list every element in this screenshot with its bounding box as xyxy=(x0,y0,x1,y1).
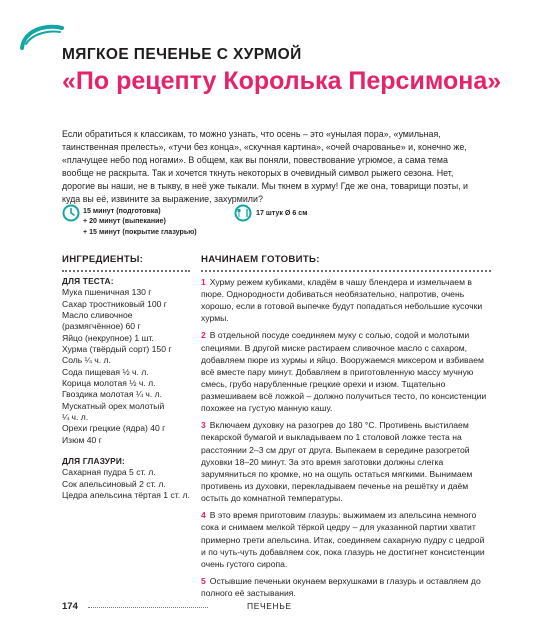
step-text: Включаем духовку на разогрев до 180 °С. Противень выстилаем пекарской бумагой и выкладываем по 1 столовой ложке теста на расстоянии 2–3 см друг от друга. Выпекаем в середине разогретой духовки 18–20 минут. За это время заготовки должны слегка зарумяниться по кромке, но на ощупь остаться мягкими. Вынимаем противень из духовки, перекладываем печенье на решётку и даём остыть до комнатной температуры. xyxy=(201,420,473,504)
ingredient-item: Масло сливочное xyxy=(62,310,133,321)
ingredient-item: (размягчённое) 60 г xyxy=(62,321,141,332)
dough-ingredients xyxy=(62,276,194,446)
footer-divider xyxy=(88,607,208,608)
method-heading: НАЧИНАЕМ ГОТОВИТЬ: xyxy=(201,254,320,265)
step-text: Остывшие печеньки окунаем верхушками в глазурь и оставляем до полного её застывания. xyxy=(201,575,481,598)
ingredient-item: Хурма (твёрдый сорт) 150 г xyxy=(62,344,172,355)
step-text: В это время приготовим глазурь: выжимаем из апельсина немного сока и снимаем мелкой тёркой цедру – для указанной партии хватит примерно трети апельсина. Итак, соединяем сахарную пудру с цедрой и по чуть-чуть добавляем сок, пока глазурь не достигнет консистенции очень густого сиропа. xyxy=(201,510,485,569)
ingredient-item: Яйцо (некрупное) 1 шт. xyxy=(62,332,154,343)
step-number: 2 xyxy=(201,330,206,341)
ingredient-item: Сахар тростниковый 100 г xyxy=(62,298,167,309)
ingredient-item: Изюм 40 г xyxy=(62,434,102,445)
method-steps xyxy=(201,276,491,604)
time-glaze: + 15 минут (покрытие глазурью) xyxy=(83,227,197,236)
ingredient-item: Мускатный орех молотый xyxy=(62,400,165,411)
ingredient-item: Сок апельсиновый 2 ст. л. xyxy=(62,478,166,489)
ingredient-item: Орехи грецкие (ядра) 40 г xyxy=(62,423,166,434)
clock-icon xyxy=(62,204,80,222)
step-number: 1 xyxy=(201,277,206,287)
method-step xyxy=(201,419,491,504)
method-step xyxy=(201,329,491,414)
step-text: В отдельной посуде соединяем муку с солью, содой и молотыми специями. В другой миске растираем сливочное масло с сахаром, добавляем пюре из хурмы и яйцо. Вооружаемся миксером и взбиваем всё вместе пару минут. Добавляем в приготовленную массу мучную смесь, грубо нарубленные грецкие орехи и изюм. Тщательно размешиваем всё ложкой – должно получиться тесто, по консистенции похожее на густую манную кашу. xyxy=(201,330,487,414)
time-list xyxy=(83,206,243,237)
dough-heading: ДЛЯ ТЕСТА: xyxy=(62,276,114,286)
ingredients-divider xyxy=(62,270,190,272)
step-text: Хурму режем кубиками, кладём в чашу блендера и измельчаем в пюре. Однородности добиваться необязательно, напротив, очень хорошо, если в готовой выпечке будут попадаться небольшие кусочки хурмы. xyxy=(201,277,483,324)
glaze-heading: ДЛЯ ГЛАЗУРИ: xyxy=(62,456,126,466)
plate-cutlery-icon xyxy=(234,204,252,222)
glaze-ingredients xyxy=(62,456,194,501)
ingredient-item: Гвоздика молотая ¼ ч. л. xyxy=(62,389,163,400)
recipe-kicker: МЯГКОЕ ПЕЧЕНЬЕ С ХУРМОЙ xyxy=(62,46,302,63)
ingredient-item: Соль ¼ ч. л. xyxy=(62,355,111,366)
recipe-title: «По рецепту Королька Персимона» xyxy=(62,67,502,95)
ingredients-heading: ИНГРЕДИЕНТЫ: xyxy=(62,254,144,265)
time-prep: 15 минут (подготовка) xyxy=(83,207,161,215)
method-step xyxy=(201,276,491,325)
intro-paragraph: Если обратиться к классикам, то можно узнать, что осень – это «унылая пора», «умильная, таинственная прелесть», «тучи без конца», «скучная картина», «очей очарованье» и, конечно же, «плачущее небо под ногами». В общем, как вы поняли, повествование угрюмое, а сама тема вообще не раскрыта. Так и хочется ткнуть некоторых в очевидный символ рыжего сезона. Нет, дорогие вы наши, не в тыкву, в неё уже тыкали. Мы ткнем в хурму! Где же она, товарищи поэты, и куда вы её, извините за выражение, захурмили? xyxy=(62,129,468,205)
ingredient-item: Сода пищевая ½ ч. л. xyxy=(62,366,149,377)
method-divider xyxy=(201,270,491,272)
ingredient-item: ¼ ч. л. xyxy=(62,412,89,423)
ingredient-item: Корица молотая ½ ч. л. xyxy=(62,378,156,389)
method-step xyxy=(201,509,491,570)
step-number: 5 xyxy=(201,575,206,586)
step-number: 4 xyxy=(201,510,206,521)
method-step xyxy=(201,575,491,599)
time-bake: + 20 минут (выпекание) xyxy=(83,217,166,226)
section-name: ПЕЧЕНЬЕ xyxy=(247,601,292,611)
yield-text: 17 штук Ø 6 см xyxy=(256,209,308,217)
ingredient-item: Цедра апельсина тёртая 1 ст. л. xyxy=(62,490,190,501)
ingredient-item: Сахарная пудра 5 ст. л. xyxy=(62,467,156,478)
ingredient-item: Мука пшеничная 130 г xyxy=(62,287,152,298)
step-number: 3 xyxy=(201,420,206,431)
page-number: 174 xyxy=(62,601,78,612)
